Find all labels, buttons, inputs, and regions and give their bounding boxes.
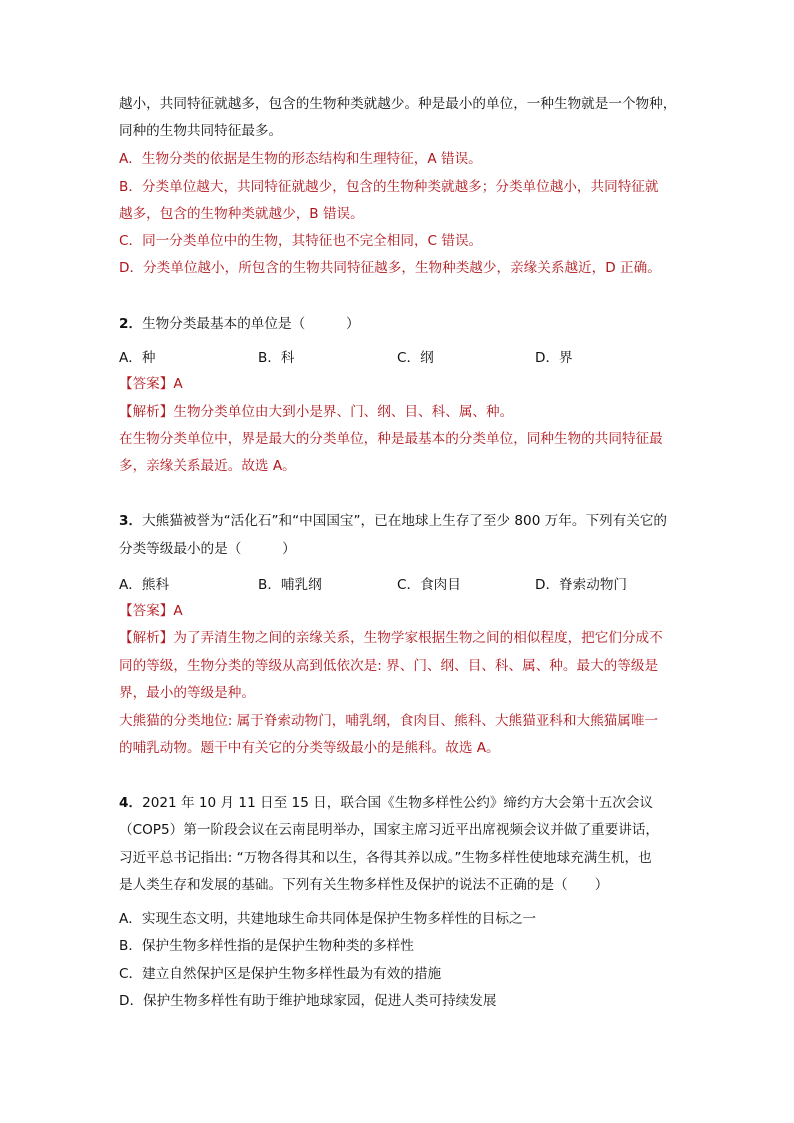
q3-option-c: C．食肉目 <box>397 577 461 593</box>
question-4-stem-3: 习近平总书记指出: “万物各得其和以生，各得其养以成。”生物多样性使地球充满生机，也 <box>119 850 652 866</box>
question-text: 2021 年 10 月 11 日至 15 日，联合国《生物多样性公约》缔约方大会第十五次会议 <box>142 795 654 811</box>
question-3-stem-2: 分类等级最小的是（ ） <box>119 541 296 557</box>
question-number: 2． <box>119 316 143 332</box>
question-4-stem-4: 是人类生存和发展的基础。下列有关生物多样性及保护的说法不正确的是（ ） <box>119 877 609 893</box>
q3-option-a: A．熊科 <box>119 577 170 593</box>
q2-option-c: C．纲 <box>397 350 434 366</box>
q4-option-b: B．保护生物多样性指的是保护生物种类的多样性 <box>119 938 414 954</box>
q3-analysis-4: 大熊猫的分类地位: 属于脊索动物门，哺乳纲，食肉目、熊科、大熊猫亚科和大熊猫属唯一 <box>119 713 659 729</box>
question-number: 3． <box>119 513 143 529</box>
analysis-text: 为了弄清生物之间的亲缘关系，生物学家根据生物之间的相似程度，把它们分成不 <box>173 630 663 646</box>
q3-analysis-5: 的哺乳动物。题干中有关它的分类等级最小的是熊科。故选 A。 <box>119 740 500 756</box>
q2-option-d: D．界 <box>535 350 573 366</box>
q1-option-d-explanation: D．分类单位越小，所包含的生物共同特征越多，生物种类越少，亲缘关系越近，D 正确。 <box>119 260 661 276</box>
question-number: 4． <box>119 795 143 811</box>
analysis-tag: 【解析】 <box>119 630 174 646</box>
q1-option-b-explanation-2: 越多，包含的生物种类就越少，B 错误。 <box>119 206 364 222</box>
analysis-text: 生物分类单位由大到小是界、门、纲、目、科、属、种。 <box>173 404 514 420</box>
q2-option-b: B．科 <box>258 350 295 366</box>
q4-option-d: D．保护生物多样性有助于维护地球家园，促进人类可持续发展 <box>119 993 497 1009</box>
intro-line-1: 越小，共同特征就越多，包含的生物种类就越少。种是最小的单位，一种生物就是一个物种， <box>119 96 677 112</box>
q3-option-b: B．哺乳纲 <box>258 577 322 593</box>
analysis-tag: 【解析】 <box>119 404 174 420</box>
intro-line-2: 同种的生物共同特征最多。 <box>119 123 283 139</box>
q3-analysis-2: 同的等级，生物分类的等级从高到低依次是: 界、门、纲、目、科、属、种。最大的等级是 <box>119 658 659 674</box>
question-2-stem <box>119 314 360 334</box>
q1-option-a-explanation: A．生物分类的依据是生物的形态结构和生理特征，A 错误。 <box>119 151 482 167</box>
q3-analysis-1 <box>119 628 663 648</box>
question-text: 生物分类最基本的单位是（ ） <box>142 316 360 332</box>
question-4-stem-2: （COP5）第一阶段会议在云南昆明举办，国家主席习近平出席视频会议并做了重要讲话， <box>119 822 660 838</box>
q4-option-c: C．建立自然保护区是保护生物多样性最为有效的措施 <box>119 966 442 982</box>
q2-analysis-3: 多，亲缘关系最近。故选 A。 <box>119 458 296 474</box>
question-3-stem-1 <box>119 511 667 531</box>
q3-option-d: D．脊索动物门 <box>535 577 628 593</box>
q3-analysis-3: 界，最小的等级是种。 <box>119 685 255 701</box>
q1-option-c-explanation: C．同一分类单位中的生物，其特征也不完全相同，C 错误。 <box>119 233 483 249</box>
q2-answer: 【答案】A <box>119 376 183 392</box>
q2-analysis-2: 在生物分类单位中，界是最大的分类单位，种是最基本的分类单位，同种生物的共同特征最 <box>119 431 663 447</box>
q2-option-a: A．种 <box>119 350 156 366</box>
q4-option-a: A．实现生态文明，共建地球生命共同体是保护生物多样性的目标之一 <box>119 911 537 927</box>
q1-option-b-explanation-1: B．分类单位越大，共同特征就越少，包含的生物种类就越多；分类单位越小，共同特征就 <box>119 179 659 195</box>
q2-analysis-1 <box>119 402 513 422</box>
question-text: 大熊猫被誉为“活化石”和“中国国宝”，已在地球上生存了至少 800 万年。下列有关它的 <box>142 513 668 529</box>
question-4-stem-1 <box>119 793 653 813</box>
q3-answer: 【答案】A <box>119 603 183 619</box>
